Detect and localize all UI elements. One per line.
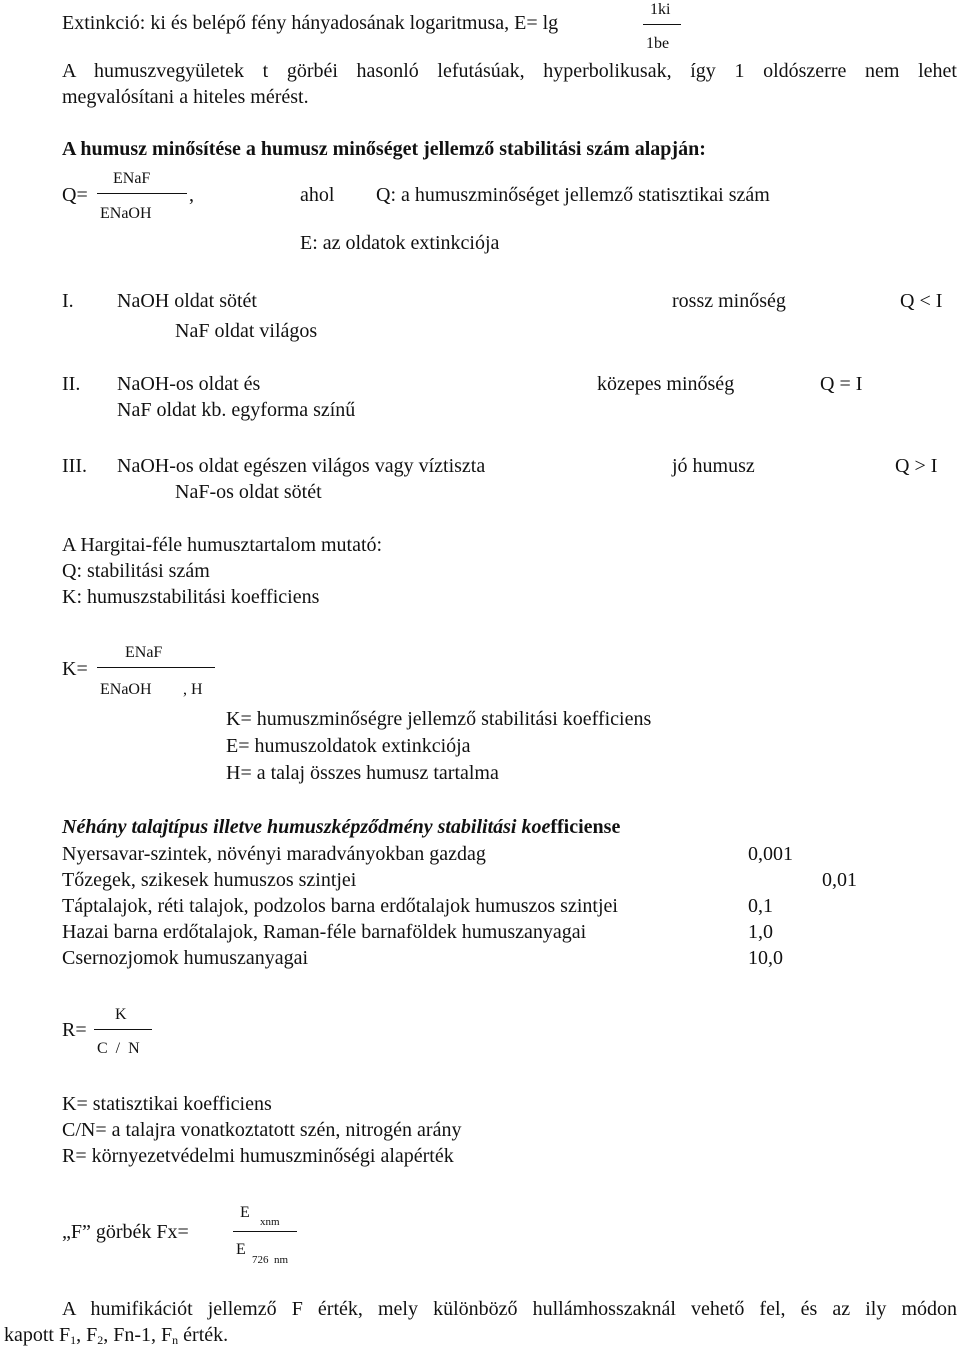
category-1-quality: rossz minőség [672,290,786,312]
f-curves-label: „F” görbék Fx= [62,1221,189,1243]
category-3-line-2: NaF-os oldat sötét [175,481,322,503]
intro-line-1: A humuszvegyületek t görbéi hasonló lefutásúak, hyperbolikusak, így 1 oldószerre nem lehet [62,60,957,82]
soil-row-5-value: 10,0 [748,947,783,969]
f1-subscript: 1 [70,1333,77,1347]
category-1-q: Q < I [900,290,943,312]
r-formula-denominator: C / N [97,1040,140,1057]
k-formula-denominator: ENaOH [100,681,152,698]
f-fraction-bar [233,1231,297,1232]
f-denominator-e: E [236,1241,246,1258]
category-2-quality: közepes minőség [597,373,735,395]
cn-definition: C/N= a talajra vonatkoztatott szén, nitrogén arány [62,1119,462,1141]
f2-subscript: 2 [97,1333,104,1347]
soil-row-3-label: Táptalajok, réti talajok, podzolos barna erdőtalajok humuszos szintjei [62,895,618,917]
k-formula-lhs: K= [62,658,88,680]
quality-heading: A humusz minősítése a humusz minőséget jellemző stabilitási szám alapján: [62,138,706,160]
final-text-b: , F [76,1324,98,1346]
q-formula-fraction-bar [97,193,187,194]
extinction-denominator: 1be [646,35,670,52]
soil-table-heading [62,816,620,839]
f-denominator-sub: 726 nm [252,1254,289,1266]
soil-row-2-value: 0,01 [822,869,857,891]
final-text-a: kapott F [4,1324,71,1346]
soil-row-2-label: Tőzegek, szikesek humuszos szintjei [62,869,357,891]
soil-row-4-value: 1,0 [748,921,773,943]
category-3-line-1: NaOH-os oldat egészen világos vagy víztiszta [117,455,486,477]
q-formula-comma: , [189,184,194,206]
k-formula-numerator: ENaF [125,644,163,661]
soil-row-5-label: Csernozjomok humuszanyagai [62,947,309,969]
q-definition: Q: a humuszminőséget jellemző statisztikai szám [376,184,770,206]
r-formula-lhs: R= [62,1019,87,1041]
extinction-text: Extinkció: ki és belépő fény hányadosának logaritmusa, E= lg [62,12,559,34]
category-1-line-1: NaOH oldat sötét [117,290,257,312]
category-3-number: III. [62,455,87,477]
category-2-line-2: NaF oldat kb. egyforma színű [117,399,356,421]
k-definition: K= humuszminőségre jellemző stabilitási koefficiens [226,708,652,730]
category-1-number: I. [62,290,74,312]
r-formula-fraction-bar [94,1029,152,1030]
q-formula-numerator: ENaF [113,170,151,187]
fn-subscript: n [172,1333,179,1347]
category-3-quality: jó humusz [672,455,755,477]
f-numerator-sub: xnm [260,1216,280,1228]
hargitai-q: Q: stabilitási szám [62,560,210,582]
category-2-number: II. [62,373,81,395]
hargitai-k: K: humuszstabilitási koefficiens [62,586,320,608]
soil-row-1-value: 0,001 [748,843,793,865]
r-definition: R= környezetvédelmi humuszminőségi alapérték [62,1145,454,1167]
soil-row-3-value: 0,1 [748,895,773,917]
extinction-numerator: 1ki [650,1,671,18]
soil-row-4-label: Hazai barna erdőtalajok, Raman-féle barnaföldek humuszanyagai [62,921,587,943]
q-formula-ahol: ahol [300,184,335,206]
extinction-fraction-bar [643,24,681,25]
intro-line-2: megvalósítani a hiteles mérést. [62,86,309,108]
f-numerator-e: E [240,1204,250,1221]
final-text-d: érték. [178,1324,229,1346]
e-definition: E: az oldatok extinkciója [300,232,500,254]
k-formula-fraction-bar [97,667,215,668]
q-formula-lhs: Q= [62,184,88,206]
final-line-2 [4,1324,228,1347]
soil-heading-bold: fficiense [550,816,621,838]
r-formula-numerator: K [115,1006,127,1023]
e-extinction-definition: E= humuszoldatok extinkciója [226,735,471,757]
final-text-c: , Fn-1, F [103,1324,173,1346]
q-formula-denominator: ENaOH [100,205,152,222]
hargitai-title: A Hargitai-féle humusztartalom mutató: [62,534,383,556]
soil-heading-italic: Néhány talajtípus illetve humuszképződmény stabilitási koe [62,816,551,838]
final-line-1: A humifikációt jellemző F érték, mely különböző hullámhosszaknál vehető fel, és az ily módon [62,1298,957,1320]
soil-row-1-label: Nyersavar-szintek, növényi maradványokban gazdag [62,843,486,865]
category-1-line-2: NaF oldat világos [175,320,318,342]
category-3-q: Q > I [895,455,938,477]
h-definition: H= a talaj összes humusz tartalma [226,762,499,784]
category-2-q: Q = I [820,373,863,395]
k-formula-suffix: , H [183,681,203,698]
category-2-line-1: NaOH-os oldat és [117,373,261,395]
k-statistical-definition: K= statisztikai koefficiens [62,1093,272,1115]
